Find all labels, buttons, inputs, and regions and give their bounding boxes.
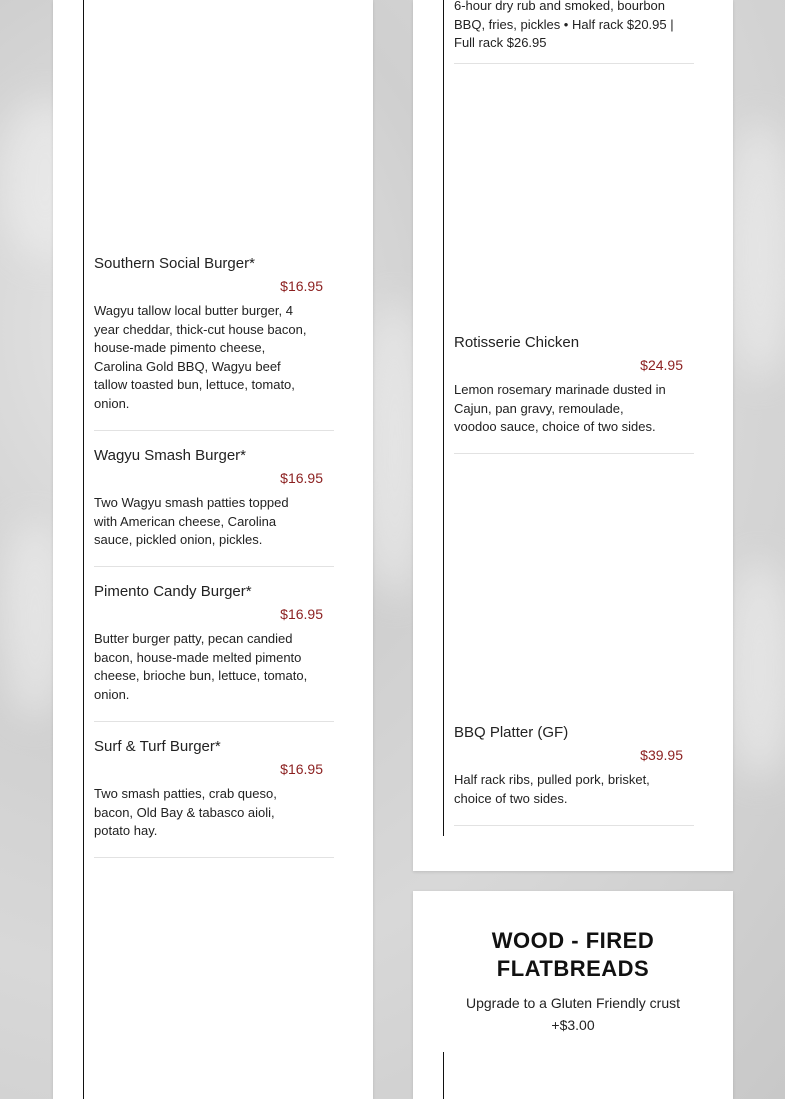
section-title-line: FLATBREADS xyxy=(496,956,650,981)
burgers-menu-card xyxy=(53,0,373,1099)
background-texture xyxy=(725,560,785,780)
menu-item-description: Two smash patties, crab queso, bacon, Old Bay & tabasco aioli, potato hay. xyxy=(94,786,277,839)
item-separator xyxy=(94,721,334,722)
menu-divider-line xyxy=(443,0,444,836)
menu-item-price: $16.95 xyxy=(280,761,323,777)
item-separator xyxy=(454,453,694,454)
background-texture xyxy=(725,120,785,380)
menu-item-price: $16.95 xyxy=(280,470,323,486)
menu-item-price: $16.95 xyxy=(280,278,323,294)
menu-item[interactable] xyxy=(94,446,334,550)
menu-item-name: Rotisserie Chicken xyxy=(454,334,580,351)
menu-item-description: Lemon rosemary marinade dusted in Cajun, pan gravy, remoulade, voodoo sauce, choice of two sides. xyxy=(454,382,666,435)
menu-item-description: Half rack ribs, pulled pork, brisket, choice of two sides. xyxy=(454,772,650,806)
menu-item-name: Wagyu Smash Burger* xyxy=(94,447,247,464)
menu-divider-line xyxy=(443,1052,444,1099)
section-title xyxy=(413,927,733,983)
menu-item-price: $39.95 xyxy=(640,747,683,763)
flatbreads-menu-card xyxy=(413,891,733,1099)
menu-item-description: Butter burger patty, pecan candied bacon, house-made melted pimento cheese, brioche bun, lettuce, tomato, onion. xyxy=(94,631,308,702)
menu-item[interactable] xyxy=(94,254,334,414)
item-separator xyxy=(454,825,694,826)
menu-item-description: Wagyu tallow local butter burger, 4 year cheddar, thick-cut house bacon, house-made pimento cheese, Carolina Gold BBQ, Wagyu beef tallow toasted bun, lettuce, tomato, onion. xyxy=(94,303,307,411)
menu-item-description: 6-hour dry rub and smoked, bourbon BBQ, fries, pickles • Half rack $20.95 | Full rack $26.95 xyxy=(454,0,674,51)
item-separator xyxy=(94,566,334,567)
menu-item-name: Surf & Turf Burger* xyxy=(94,738,221,755)
menu-item-description: Two Wagyu smash patties topped with American cheese, Carolina sauce, pickled onion, pickles. xyxy=(94,495,289,548)
entrees-menu-card xyxy=(413,0,733,871)
menu-item-name: BBQ Platter (GF) xyxy=(454,724,569,741)
menu-item-price: $24.95 xyxy=(640,357,683,373)
section-subtitle-price: +$3.00 xyxy=(551,1017,595,1033)
menu-divider-line xyxy=(83,0,84,1099)
section-title-line: WOOD - FIRED xyxy=(491,928,655,953)
menu-item-name: Pimento Candy Burger* xyxy=(94,583,252,600)
menu-item[interactable] xyxy=(94,737,334,841)
section-subtitle-line: Upgrade to a Gluten Friendly crust xyxy=(466,995,680,1011)
item-separator xyxy=(94,430,334,431)
menu-item[interactable] xyxy=(454,333,694,437)
menu-item[interactable] xyxy=(454,723,694,808)
menu-item-name: Southern Social Burger* xyxy=(94,255,255,272)
section-subtitle xyxy=(453,992,693,1036)
item-separator xyxy=(454,63,694,64)
menu-item-price: $16.95 xyxy=(280,606,323,622)
menu-item[interactable] xyxy=(94,582,334,704)
item-separator xyxy=(94,857,334,858)
